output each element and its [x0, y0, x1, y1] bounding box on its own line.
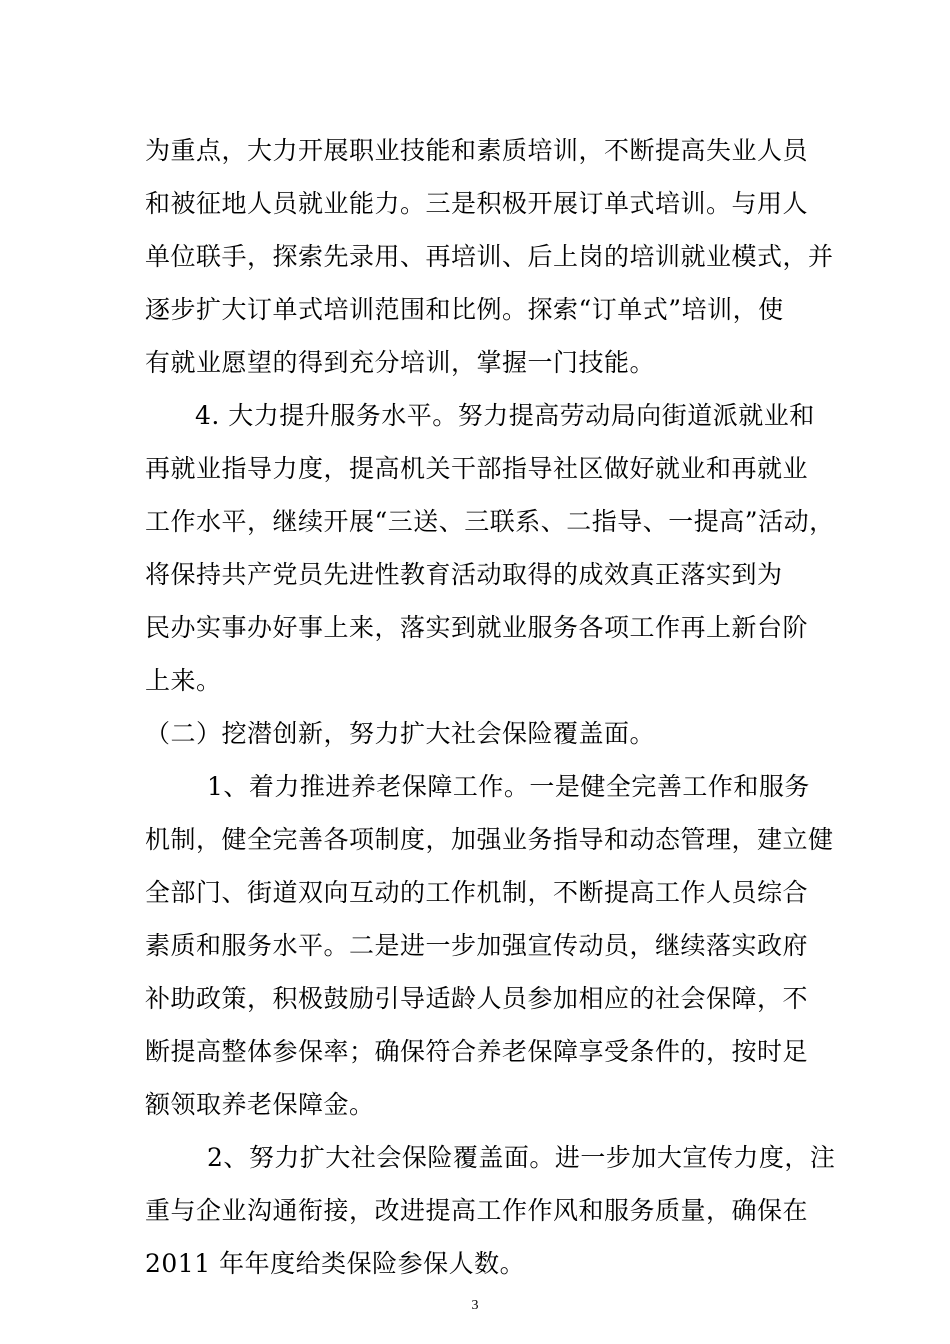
text-line-15: 全部门、街道双向互动的工作机制，不断提高工作人员综合	[145, 878, 809, 907]
text-line-1: 为重点，大力开展职业技能和素质培训，不断提高失业人员	[145, 136, 809, 165]
text-line-2: 和被征地人员就业能力。三是积极开展订单式培训。与用人	[145, 189, 809, 218]
text-line-7: 再就业指导力度，提高机关干部指导社区做好就业和再就业	[145, 454, 809, 483]
text-line-22: 2011 年年度给类保险参保人数。	[145, 1249, 526, 1278]
section-heading: （二）挖潜创新，努力扩大社会保险覆盖面。	[145, 719, 656, 748]
text-line-5: 有就业愿望的得到充分培训，掌握一门技能。	[145, 348, 656, 377]
text-line-3: 单位联手，探索先录用、再培训、后上岗的培训就业模式，并	[145, 242, 834, 271]
text-line-6: 4. 大力提升服务水平。努力提高劳动局向街道派就业和	[195, 401, 815, 430]
text-line-14: 机制，健全完善各项制度，加强业务指导和动态管理，建立健	[145, 825, 834, 854]
text-line-20: 2、努力扩大社会保险覆盖面。进一步加大宣传力度，注	[207, 1143, 836, 1172]
text-line-10: 民办实事办好事上来，落实到就业服务各项工作再上新台阶	[145, 613, 809, 642]
text-line-17: 补助政策，积极鼓励引导适龄人员参加相应的社会保障，不	[145, 984, 809, 1013]
page-number: 3	[471, 1298, 479, 1313]
text-line-11: 上来。	[145, 666, 222, 695]
text-line-4: 逐步扩大订单式培训范围和比例。探索“订单式”培训，使	[145, 295, 784, 324]
text-line-13: 1、着力推进养老保障工作。一是健全完善工作和服务	[207, 772, 810, 801]
text-line-8: 工作水平，继续开展“三送、三联系、二指导、一提高”活动，	[145, 507, 835, 536]
text-line-16: 素质和服务水平。二是进一步加强宣传动员，继续落实政府	[145, 931, 809, 960]
text-line-19: 额领取养老保障金。	[145, 1090, 375, 1119]
text-line-21: 重与企业沟通衔接，改进提高工作作风和服务质量，确保在	[145, 1196, 809, 1225]
text-line-18: 断提高整体参保率；确保符合养老保障享受条件的，按时足	[145, 1037, 809, 1066]
text-line-9: 将保持共产党员先进性教育活动取得的成效真正落实到为	[145, 560, 783, 589]
